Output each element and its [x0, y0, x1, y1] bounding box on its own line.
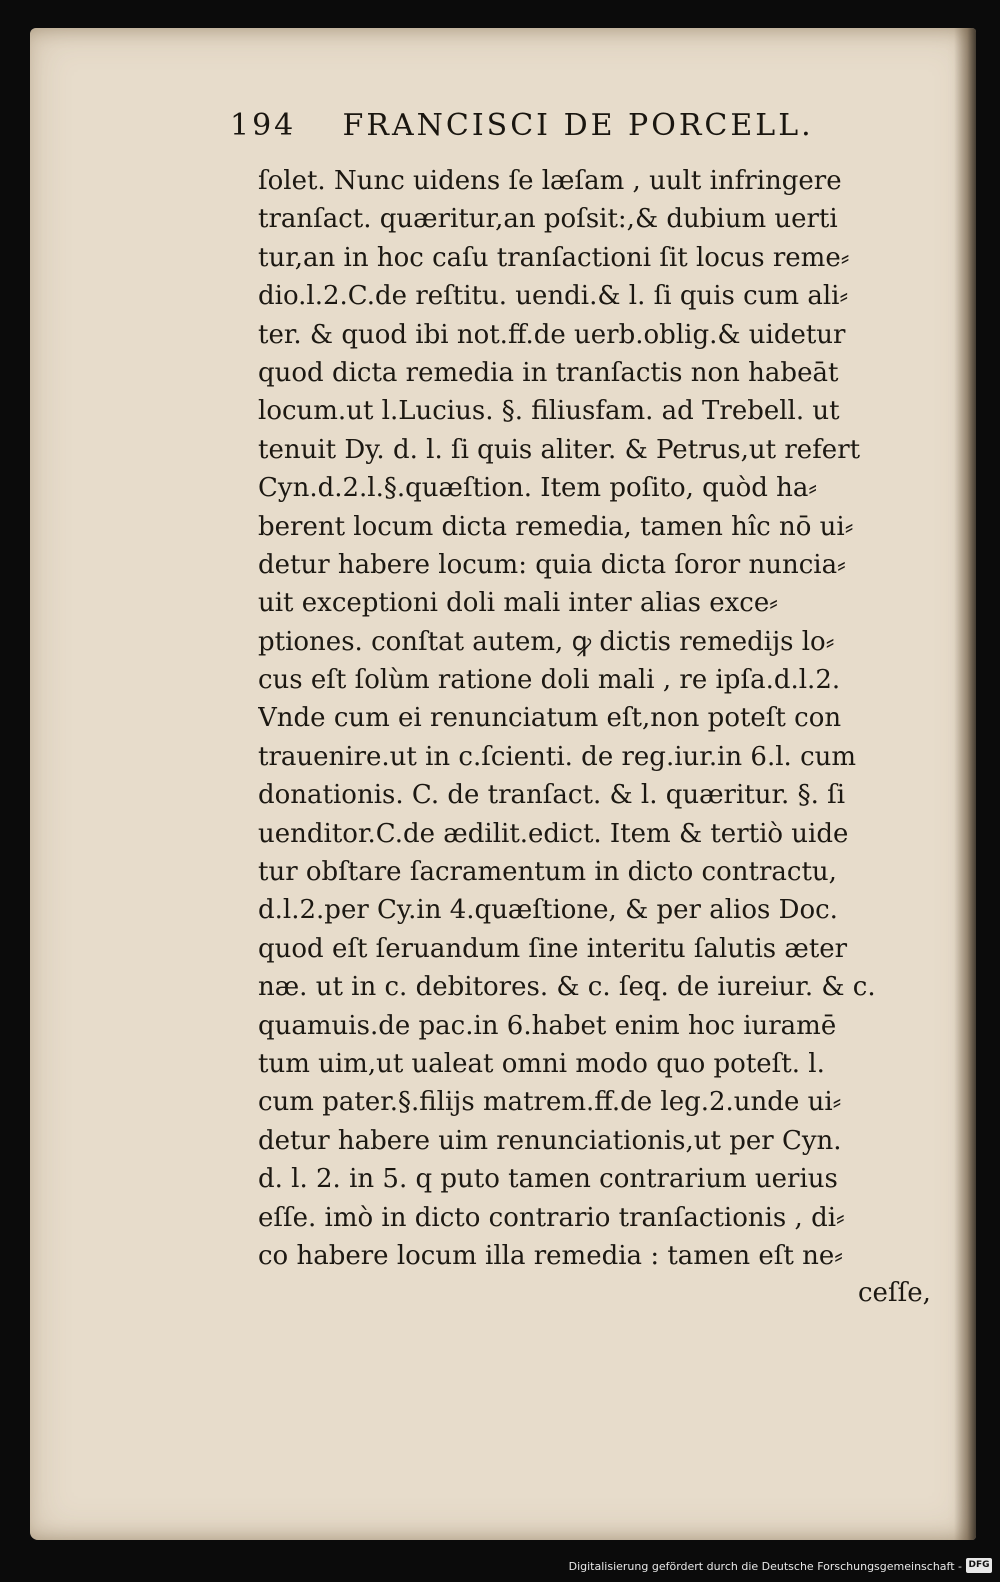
- digitization-credit: Digitalisierung gefördert durch die Deutsche Forschungsgemeinschaft -: [568, 1560, 962, 1573]
- text-line: ter. & quod ibi not.ff.de uerb.oblig.& uidetur: [258, 319, 846, 350]
- text-line: co habere locum illa remedia : tamen eſt ne⸗: [258, 1240, 843, 1271]
- text-line: Cyn.d.2.l.§.quæſtion. Item poſito, quòd ha⸗: [258, 473, 818, 504]
- text-line: detur habere locum: quia dicta ſoror nuncia⸗: [258, 549, 846, 580]
- text-line: ſolet. Nunc uidens ſe læſam , uult infringere: [258, 166, 842, 196]
- text-line: detur habere uim renunciationis,ut per Cyn.: [258, 1125, 842, 1156]
- text-line: uenditor.C.de ædilit.edict. Item & tertiò uide: [258, 818, 849, 849]
- text-line: quamuis.de pac.in 6.habet enim hoc iuramē: [258, 1010, 837, 1041]
- text-line: quod eſt ſeruandum ſine interitu ſalutis æter: [258, 933, 848, 964]
- text-line: uit exceptioni doli mali inter alias exce⸗: [258, 588, 778, 619]
- text-line: tranſact. quæritur,an poſsit:,& dubium uerti: [258, 204, 838, 235]
- body-text: [258, 162, 938, 1275]
- text-line: d. l. 2. in 5. q puto tamen contrarium uerius: [258, 1164, 838, 1195]
- text-line: Vnde cum ei renunciatum eſt,non poteſt con: [258, 703, 842, 734]
- text-line: donationis. C. de tranſact. & l. quæritur. §. ſi: [258, 780, 846, 811]
- running-title: FRANCISCI DE PORCELL.: [342, 108, 814, 143]
- running-head: [230, 108, 870, 152]
- text-line: næ. ut in c. debitores. & c. ſeq. de iureiur. & c.: [258, 972, 876, 1003]
- text-line: tur obſtare ſacramentum in dicto contractu,: [258, 857, 837, 888]
- text-line: eſſe. imò in dicto contrario tranſactionis , di⸗: [258, 1202, 845, 1233]
- text-line: ptiones. conſtat autem, ꝙ dictis remedijs lo⸗: [258, 626, 835, 657]
- page-number: 194: [230, 108, 297, 143]
- text-line: cus eſt ſolùm ratione doli mali , re ipſa.d.l.2.: [258, 665, 841, 696]
- page-gutter-shadow: [954, 28, 976, 1540]
- dfg-logo-icon: DFG: [966, 1558, 992, 1573]
- text-line: d.l.2.per Cy.in 4.quæſtione, & per alios Doc.: [258, 895, 838, 926]
- text-line: trauenire.ut in c.ſcienti. de reg.iur.in 6.l. cum: [258, 741, 857, 772]
- text-line: cum pater.§.filijs matrem.ff.de leg.2.unde ui⸗: [258, 1087, 842, 1118]
- text-line: tum uim,ut ualeat omni modo quo poteſt. l.: [258, 1048, 825, 1079]
- text-line: berent locum dicta remedia, tamen hîc nō ui⸗: [258, 511, 854, 542]
- text-line: quod dicta remedia in tranſactis non habeāt: [258, 357, 839, 388]
- text-line: locum.ut l.Lucius. §. filiusfam. ad Trebell. ut: [258, 396, 840, 427]
- text-line: dio.l.2.C.de reſtitu. uendi.& l. ſi quis cum ali⸗: [258, 281, 849, 312]
- text-line: tur,an in hoc caſu tranſactioni ſit locus reme⸗: [258, 242, 850, 273]
- text-line: tenuit Dy. d. l. ſi quis aliter. & Petrus,ut refert: [258, 434, 861, 465]
- catchword: ceſſe,: [858, 1278, 931, 1308]
